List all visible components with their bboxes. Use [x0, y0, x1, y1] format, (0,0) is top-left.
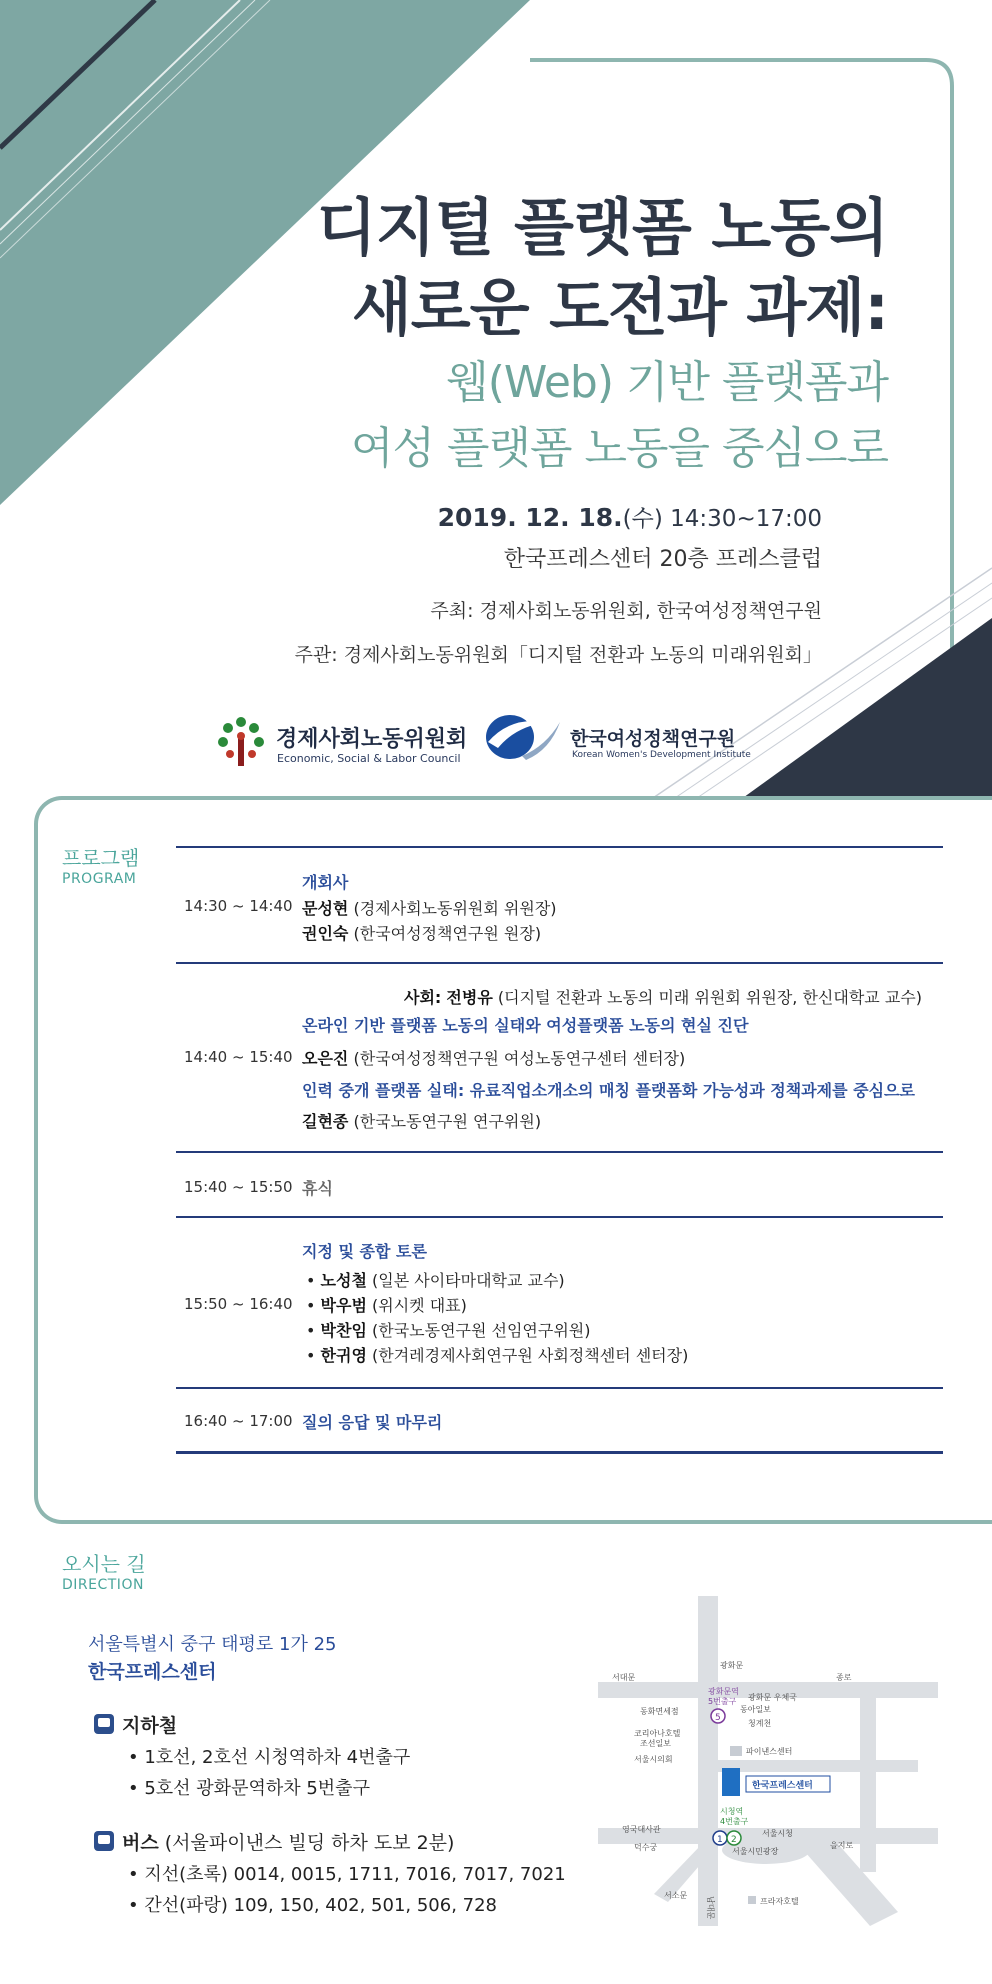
- panelist-name: 한귀영: [320, 1346, 367, 1365]
- program-top-rule: [176, 846, 943, 848]
- speaker-role: (한국노동연구원 연구위원): [353, 1112, 542, 1131]
- speaker-role: (경제사회노동위원회 위원장): [353, 899, 557, 918]
- event-time: 14:30~17:00: [670, 506, 822, 532]
- event-organizer: 주관: 경제사회노동위원회「디지털 전환과 노동의 미래위원회」: [294, 644, 822, 666]
- escl-logo-icon: [216, 712, 266, 770]
- subway-route-1: • 1호선, 2호선 시청역하차 4번출구: [128, 1747, 411, 1768]
- session-2-time: 14:40 ~ 15:40: [184, 1048, 293, 1066]
- map-label-namdaemun: 남대문: [706, 1896, 715, 1920]
- bus-icon: [94, 1831, 114, 1851]
- event-date: 2019. 12. 18.: [437, 503, 623, 532]
- speaker-role: (한국여성정책연구원 여성노동연구센터 센터장): [353, 1049, 686, 1068]
- location-map: [598, 1596, 938, 1926]
- line-1-number: 1: [717, 1835, 723, 1845]
- subway-label: 지하철: [122, 1715, 178, 1737]
- map-label-koreana: 코리아나호텔: [634, 1729, 681, 1738]
- event-weekday: (수): [622, 506, 663, 532]
- direction-heading: 오시는 길: [62, 1552, 146, 1576]
- map-label-press-center: 한국프레스센터: [752, 1781, 813, 1791]
- session-2-presenter-2: [302, 1109, 541, 1132]
- main-title-line-2: 새로운 도전과 과제:: [351, 271, 888, 344]
- panelist-name: 노성철: [320, 1271, 367, 1290]
- map-label-plaza: 서울시민광장: [732, 1847, 779, 1856]
- map-label-uk-embassy: 영국대사관: [622, 1825, 661, 1834]
- map-label-gwanghwamun: 광화문: [720, 1661, 744, 1670]
- session-1-time: 14:30 ~ 14:40: [184, 897, 293, 915]
- place-name: 한국프레스센터: [88, 1661, 217, 1683]
- session-5-title: 질의 응답 및 마무리: [302, 1413, 443, 1432]
- map-label-finance-center: 파이낸스센터: [746, 1747, 793, 1756]
- panelist-role: (위시켓 대표): [372, 1296, 467, 1315]
- map-label-seosomun: 서소문: [664, 1891, 688, 1900]
- program-heading-english: PROGRAM: [62, 871, 137, 887]
- speaker-name: 길현종: [302, 1112, 349, 1131]
- subway-icon: [94, 1714, 114, 1734]
- moderator-name: 전병유: [446, 988, 493, 1007]
- moderator-role: (디지털 전환과 노동의 미래 위원회 위원장, 한신대학교 교수): [497, 988, 922, 1007]
- map-label-exit-5: 5번출구: [708, 1697, 737, 1706]
- map-label-euljiro: 을지로: [830, 1841, 854, 1850]
- kwdi-logo-english: Korean Women's Development Institute: [572, 750, 751, 760]
- map-label-deoksugung: 덕수궁: [634, 1843, 658, 1852]
- session-3-title: 휴식: [302, 1179, 333, 1198]
- session-2-moderator: [404, 985, 922, 1008]
- line-2-number: 2: [731, 1835, 737, 1845]
- map-label-seodaemun: 서대문: [612, 1673, 636, 1682]
- main-title-line-1: 디지털 플랫폼 노동의: [316, 191, 888, 264]
- panelist-3: • 박찬임 (한국노동연구원 선임연구위원): [306, 1321, 591, 1340]
- kwdi-logo-korean: 한국여성정책연구원: [570, 728, 736, 750]
- program-bottom-rule: [176, 1451, 943, 1454]
- session-5-time: 16:40 ~ 17:00: [184, 1412, 293, 1430]
- session-2-presenter-1: [302, 1046, 685, 1069]
- map-label-exit-4: 4번출구: [720, 1817, 749, 1826]
- map-label-post-office: 광화문 우체국: [748, 1693, 797, 1702]
- subway-route-2: • 5호선 광화문역하차 5번출구: [128, 1778, 370, 1799]
- map-label-gwanghwamun-station: 광화문역: [708, 1687, 739, 1696]
- escl-logo-korean: 경제사회노동위원회: [276, 727, 468, 752]
- panelist-name: 박우범: [320, 1296, 367, 1315]
- program-rule: [176, 1151, 943, 1153]
- line-5-number: 5: [715, 1713, 721, 1723]
- speaker-role: (한국여성정책연구원 원장): [353, 924, 542, 943]
- moderator-label: 사회:: [404, 988, 442, 1007]
- program-rule: [176, 1387, 943, 1389]
- panelist-role: (일본 사이타마대학교 교수): [372, 1271, 565, 1290]
- press-center-building: [722, 1768, 740, 1796]
- session-4-title: 지정 및 종합 토론: [302, 1242, 427, 1261]
- speaker-name: 오은진: [302, 1049, 349, 1068]
- panelist-2: • 박우범 (위시켓 대표): [306, 1296, 467, 1315]
- address: 서울특별시 중구 태평로 1가 25: [88, 1634, 337, 1655]
- program-heading: 프로그램: [62, 846, 140, 870]
- event-host: 주최: 경제사회노동위원회, 한국여성정책연구원: [430, 600, 822, 622]
- panelist-1: • 노성철 (일본 사이타마대학교 교수): [306, 1271, 565, 1290]
- session-3-time: 15:40 ~ 15:50: [184, 1178, 293, 1196]
- speaker-name: 권인숙: [302, 924, 349, 943]
- direction-heading-english: DIRECTION: [62, 1577, 144, 1593]
- session-2-topic-2: 인력 중개 플랫폼 실태: 유료직업소개소의 매칭 플랫폼화 가능성과 정책과제를 중심으로: [302, 1081, 915, 1100]
- map-label-cityhall-station: 시청역: [720, 1807, 744, 1816]
- program-rule: [176, 1216, 943, 1218]
- subtitle-line-2: 여성 플랫폼 노동을 중심으로: [350, 423, 888, 474]
- program-rule: [176, 962, 943, 964]
- bus-route-2: • 간선(파랑) 109, 150, 402, 501, 506, 728: [128, 1895, 498, 1916]
- panelist-role: (한겨레경제사회연구원 사회정책센터 센터장): [372, 1346, 689, 1365]
- map-label-donga: 동아일보: [740, 1705, 771, 1714]
- session-2-topic-1: 온라인 기반 플랫폼 노동의 실태와 여성플랫폼 노동의 현실 진단: [302, 1016, 749, 1035]
- map-label-chosun: 조선일보: [640, 1739, 671, 1748]
- panelist-4: • 한귀영 (한겨레경제사회연구원 사회정책센터 센터장): [306, 1346, 689, 1365]
- subtitle-line-1: 웹(Web) 기반 플랫폼과: [446, 357, 888, 408]
- panelist-role: (한국노동연구원 선임연구위원): [372, 1321, 591, 1340]
- escl-logo-english: Economic, Social & Labor Council: [277, 752, 461, 765]
- bus-label-text: 버스: [122, 1832, 159, 1854]
- session-1-speaker-2: [302, 921, 541, 944]
- map-label-plaza-hotel: 프라자호텔: [760, 1897, 799, 1906]
- panelist-name: 박찬임: [320, 1321, 367, 1340]
- session-1-title: 개회사: [302, 873, 349, 892]
- bus-label: [122, 1828, 454, 1855]
- kwdi-logo-icon: [476, 712, 562, 762]
- event-datetime: [438, 500, 822, 533]
- bus-note: (서울파이낸스 빌딩 하차 도보 2분): [164, 1832, 455, 1854]
- map-label-cityhall: 서울시청: [762, 1829, 793, 1838]
- speaker-name: 문성현: [302, 899, 349, 918]
- bus-route-1: • 지선(초록) 0014, 0015, 1711, 7016, 7017, 7021: [128, 1864, 566, 1885]
- event-venue: 한국프레스센터 20층 프레스클럽: [503, 547, 822, 572]
- map-label-jongno: 종로: [836, 1673, 852, 1682]
- session-1-speaker-1: [302, 896, 557, 919]
- session-4-time: 15:50 ~ 16:40: [184, 1295, 293, 1313]
- map-label-cheonggye: 청계천: [748, 1719, 772, 1728]
- map-label-council: 서울시의회: [634, 1755, 673, 1764]
- map-label-donghwa: 동화면세점: [640, 1707, 679, 1716]
